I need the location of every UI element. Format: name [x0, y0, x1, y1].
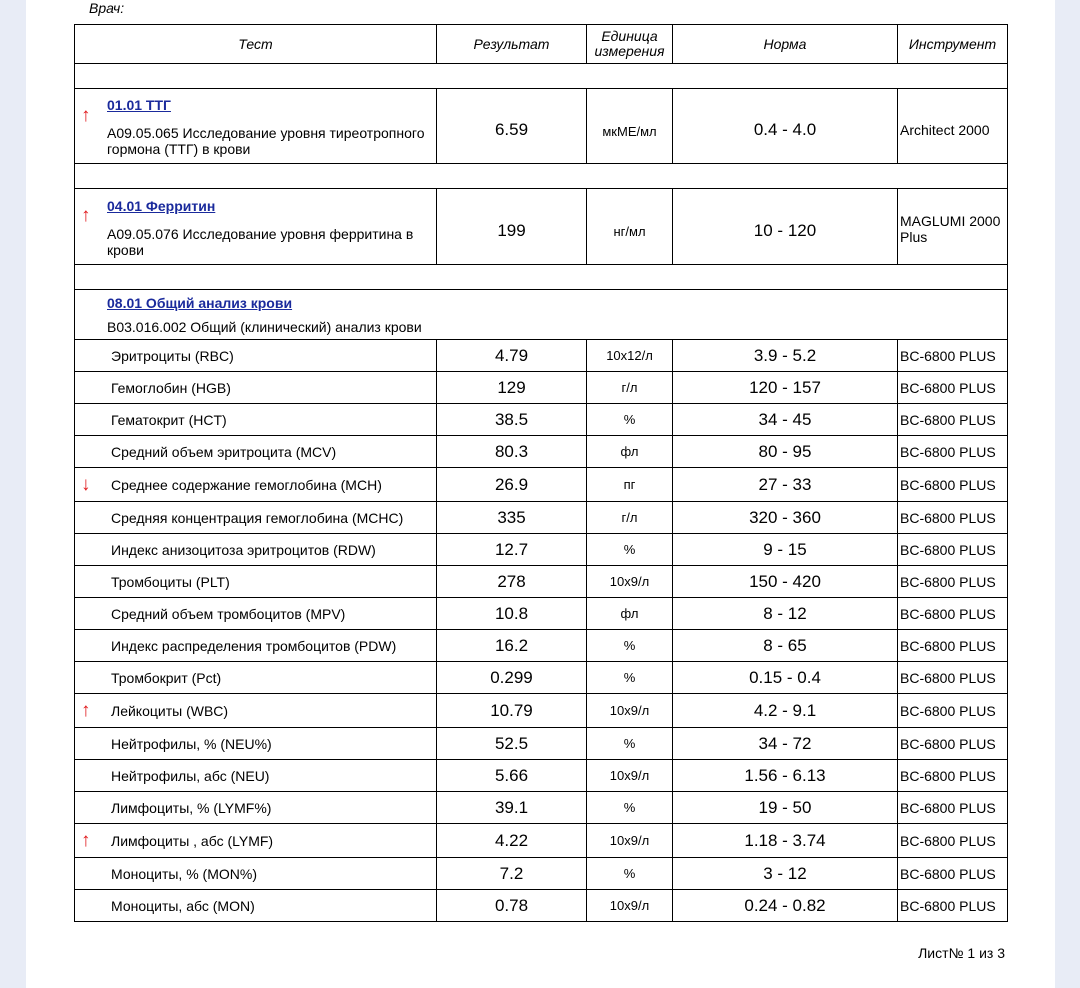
test-name: Средняя концентрация гемоглобина (MCHC) [111, 509, 404, 526]
test-cell [75, 534, 437, 566]
unit-value: 10x12/л [587, 340, 673, 372]
test-cell [75, 760, 437, 792]
group-row-ferritin [75, 189, 1008, 265]
instrument-name: BC-6800 PLUS [898, 728, 1008, 760]
norm-range: 19 - 50 [673, 792, 898, 824]
test-name: Эритроциты (RBC) [111, 347, 234, 364]
table-header [75, 25, 1008, 64]
result-value: 278 [437, 566, 587, 598]
group-description: B03.016.002 Общий (клинический) анализ крови [107, 319, 422, 335]
test-cell [75, 340, 437, 372]
norm-range: 9 - 15 [673, 534, 898, 566]
unit-value: % [587, 630, 673, 662]
unit-value: 10x9/л [587, 824, 673, 858]
result-value: 16.2 [437, 630, 587, 662]
instrument-name: BC-6800 PLUS [898, 662, 1008, 694]
table-row [75, 890, 1008, 922]
group-link-cbc[interactable]: 08.01 Общий анализ крови [107, 295, 293, 311]
result-value: 5.66 [437, 760, 587, 792]
norm-range: 8 - 12 [673, 598, 898, 630]
group-instrument: Architect 2000 [898, 89, 1008, 164]
up-arrow-icon: ↑ [81, 205, 91, 226]
header-unit: Единица измерения [587, 25, 673, 64]
instrument-name: BC-6800 PLUS [898, 630, 1008, 662]
unit-value: г/л [587, 372, 673, 404]
test-cell [75, 566, 437, 598]
group-link-ferritin[interactable]: 04.01 Ферритин [107, 197, 216, 214]
norm-range: 4.2 - 9.1 [673, 694, 898, 728]
instrument-name: BC-6800 PLUS [898, 858, 1008, 890]
group-result: 6.59 [437, 89, 587, 164]
test-cell [75, 662, 437, 694]
table-row [75, 340, 1008, 372]
down-arrow-icon: ↓ [81, 473, 91, 495]
instrument-name: BC-6800 PLUS [898, 824, 1008, 858]
test-name: Лейкоциты (WBC) [111, 702, 229, 719]
header-result: Результат [437, 25, 587, 64]
test-cell [75, 502, 437, 534]
test-cell [75, 404, 437, 436]
result-value: 10.8 [437, 598, 587, 630]
norm-range: 8 - 65 [673, 630, 898, 662]
result-value: 26.9 [437, 468, 587, 502]
result-value: 7.2 [437, 858, 587, 890]
test-name: Средний объем тромбоцитов (MPV) [111, 605, 346, 622]
table-row [75, 792, 1008, 824]
table-row [75, 598, 1008, 630]
test-cell [75, 694, 437, 728]
header-test: Тест [75, 25, 437, 64]
instrument-name: BC-6800 PLUS [898, 340, 1008, 372]
table-row [75, 372, 1008, 404]
table-row [75, 662, 1008, 694]
group-instrument: MAGLUMI 2000 Plus [898, 189, 1008, 265]
test-cell [75, 858, 437, 890]
result-value: 0.78 [437, 890, 587, 922]
page-counter: Лист№ 1 из 3 [918, 945, 1005, 961]
group-test-cell [75, 89, 437, 164]
cbc-rows [75, 340, 1008, 922]
norm-range: 0.15 - 0.4 [673, 662, 898, 694]
up-arrow-icon: ↑ [81, 105, 91, 126]
test-cell [75, 824, 437, 858]
test-name: Среднее содержание гемоглобина (MCH) [111, 476, 382, 493]
table-row [75, 760, 1008, 792]
instrument-name: BC-6800 PLUS [898, 372, 1008, 404]
test-cell [75, 598, 437, 630]
group-norm: 10 - 120 [673, 189, 898, 265]
unit-value: г/л [587, 502, 673, 534]
table-row [75, 534, 1008, 566]
test-cell [75, 728, 437, 760]
spacer-row [75, 164, 1008, 189]
table-row [75, 858, 1008, 890]
table-row [75, 824, 1008, 858]
test-cell [75, 468, 437, 502]
result-value: 129 [437, 372, 587, 404]
instrument-name: BC-6800 PLUS [898, 404, 1008, 436]
unit-value: % [587, 534, 673, 566]
table-row [75, 630, 1008, 662]
result-value: 52.5 [437, 728, 587, 760]
unit-value: 10x9/л [587, 566, 673, 598]
instrument-name: BC-6800 PLUS [898, 534, 1008, 566]
group-description: A09.05.065 Исследование уровня тиреотропного гормона (ТТГ) в крови [107, 125, 425, 157]
instrument-name: BC-6800 PLUS [898, 468, 1008, 502]
group-row-cbc [75, 290, 1008, 340]
norm-range: 0.24 - 0.82 [673, 890, 898, 922]
unit-value: % [587, 792, 673, 824]
unit-value: % [587, 858, 673, 890]
up-arrow-icon: ↑ [81, 699, 91, 721]
unit-value: % [587, 662, 673, 694]
instrument-name: BC-6800 PLUS [898, 694, 1008, 728]
table-row [75, 694, 1008, 728]
norm-range: 34 - 45 [673, 404, 898, 436]
unit-value: 10x9/л [587, 760, 673, 792]
norm-range: 320 - 360 [673, 502, 898, 534]
group-test-cell [75, 189, 437, 265]
norm-range: 27 - 33 [673, 468, 898, 502]
result-value: 335 [437, 502, 587, 534]
test-name: Нейтрофилы, % (NEU%) [111, 735, 272, 752]
spacer-row [75, 64, 1008, 89]
test-name: Индекс распределения тромбоцитов (PDW) [111, 637, 397, 654]
unit-value: % [587, 728, 673, 760]
test-cell [75, 372, 437, 404]
test-name: Лимфоциты, % (LYMF%) [111, 799, 272, 816]
norm-range: 3 - 12 [673, 858, 898, 890]
test-name: Моноциты, % (MON%) [111, 865, 257, 882]
group-description: A09.05.076 Исследование уровня ферритина в крови [107, 225, 414, 258]
group-norm: 0.4 - 4.0 [673, 89, 898, 164]
table-row [75, 468, 1008, 502]
norm-range: 1.18 - 3.74 [673, 824, 898, 858]
test-cell [75, 436, 437, 468]
results-table [74, 24, 1008, 922]
result-value: 12.7 [437, 534, 587, 566]
result-value: 4.22 [437, 824, 587, 858]
instrument-name: BC-6800 PLUS [898, 598, 1008, 630]
test-name: Моноциты, абс (MON) [111, 897, 255, 914]
unit-value: 10x9/л [587, 890, 673, 922]
table-row [75, 728, 1008, 760]
test-name: Нейтрофилы, абс (NEU) [111, 767, 270, 784]
instrument-name: BC-6800 PLUS [898, 566, 1008, 598]
test-cell [75, 890, 437, 922]
instrument-name: BC-6800 PLUS [898, 436, 1008, 468]
test-name: Гемоглобин (HGB) [111, 379, 231, 396]
unit-value: 10x9/л [587, 694, 673, 728]
test-name: Лимфоциты , абс (LYMF) [111, 832, 274, 849]
header-instrument: Инструмент [898, 25, 1008, 64]
table-row [75, 436, 1008, 468]
group-unit: мкМЕ/мл [587, 89, 673, 164]
test-cell [75, 792, 437, 824]
result-value: 10.79 [437, 694, 587, 728]
doctor-label: Врач: [89, 0, 125, 16]
result-value: 39.1 [437, 792, 587, 824]
group-link-tsh[interactable]: 01.01 ТТГ [107, 97, 171, 113]
norm-range: 1.56 - 6.13 [673, 760, 898, 792]
table-row [75, 566, 1008, 598]
norm-range: 150 - 420 [673, 566, 898, 598]
norm-range: 34 - 72 [673, 728, 898, 760]
instrument-name: BC-6800 PLUS [898, 792, 1008, 824]
result-value: 4.79 [437, 340, 587, 372]
header-norm: Норма [673, 25, 898, 64]
test-cell [75, 630, 437, 662]
group-result: 199 [437, 189, 587, 265]
table-row [75, 502, 1008, 534]
instrument-name: BC-6800 PLUS [898, 502, 1008, 534]
up-arrow-icon: ↑ [81, 829, 91, 851]
test-name: Тромбоциты (PLT) [111, 573, 230, 590]
spacer-row [75, 265, 1008, 290]
norm-range: 80 - 95 [673, 436, 898, 468]
group-unit: нг/мл [587, 189, 673, 265]
test-name: Средний объем эритроцита (MCV) [111, 443, 337, 460]
test-name: Тромбокрит (Pct) [111, 669, 222, 686]
table-row [75, 404, 1008, 436]
result-value: 38.5 [437, 404, 587, 436]
instrument-name: BC-6800 PLUS [898, 760, 1008, 792]
group-test-cell [75, 290, 1008, 340]
unit-value: % [587, 404, 673, 436]
result-value: 0.299 [437, 662, 587, 694]
group-row-tsh [75, 89, 1008, 164]
norm-range: 120 - 157 [673, 372, 898, 404]
norm-range: 3.9 - 5.2 [673, 340, 898, 372]
result-value: 80.3 [437, 436, 587, 468]
unit-value: фл [587, 436, 673, 468]
unit-value: фл [587, 598, 673, 630]
unit-value: пг [587, 468, 673, 502]
test-name: Индекс анизоцитоза эритроцитов (RDW) [111, 541, 376, 558]
instrument-name: BC-6800 PLUS [898, 890, 1008, 922]
test-name: Гематокрит (HCT) [111, 411, 227, 428]
